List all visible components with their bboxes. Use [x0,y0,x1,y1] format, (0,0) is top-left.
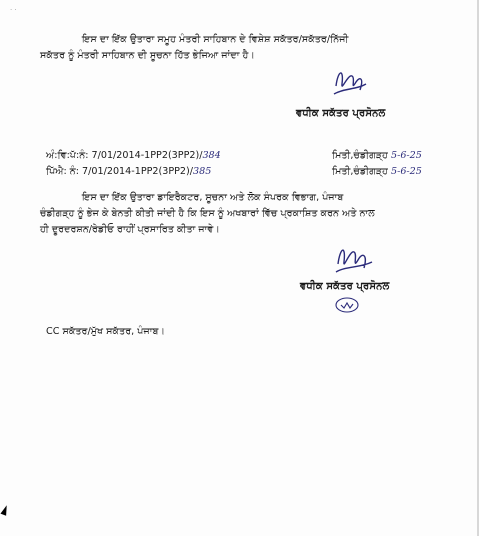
endorsement-1-date-line [332,148,422,164]
para2-line2: ਚੰਡੀਗੜ੍ਹ ਨੂੰ ਭੇਜ ਕੇ ਬੇਨਤੀ ਕੀਤੀ ਜਾਂਦੀ ਹੈ ਕਿ ਇਸ ਨੂੰ ਅਖਬਾਰਾਂ ਵਿੱਚ ਪ੍ਰਕਾਸ਼ਿਤ ਕਰਨ ਅਤੇ ਨਾਲ [40,208,375,219]
endorsement-2-ref [46,164,211,180]
para1-line1: ਇਸ ਦਾ ਇੱਕ ਉਤਾਰਾ ਸਮੂਹ ਮੰਤਰੀ ਸਾਹਿਬਾਨ ਦੇ ਵਿਸ਼ੇਸ਼ ਸਕੱਤਰ/ਸਕੱਤਰ/ਨਿੱਜੀ [82,34,349,45]
initials-mark [334,296,360,314]
endorsement-2-date-label: ਮਿਤੀ,ਚੰਡੀਗੜ੍ਹ [332,166,388,177]
endorsement-2-ref-text: ਪਿੱਐ: ਨੰ: 7/01/2014-1PP2(3PP2)/ [46,166,193,177]
signatory-1-title: ਵਧੀਕ ਸਕੱਤਰ ਪ੍ਰਸੋਨਲ [296,108,386,119]
signature-2 [332,242,376,278]
endorsement-1-number: 384 [202,150,221,161]
endorsement-1-date-label: ਮਿਤੀ,ਚੰਡੀਗੜ੍ਹ [332,150,388,161]
scan-specks: · · [10,6,17,14]
signatory-2-title: ਵਧੀਕ ਸਕੱਤਰ ਪ੍ਰਸੋਨਲ [300,281,390,292]
para1-line2: ਸਕੱਤਰ ਨੂੰ ਮੰਤਰੀ ਸਾਹਿਬਾਨ ਦੀ ਸੂਚਨਾ ਹਿੱਤ ਭੇਜਿਆ ਜਾਂਦਾ ਹੈ। [40,50,255,61]
signature-1 [330,66,370,100]
endorsement-2-date-line [332,164,422,180]
para2-line3: ਹੀ ਦੂਰਦਰਸ਼ਨ/ਰੇਡੀਓ ਰਾਹੀਂ ਪ੍ਰਸਾਰਿਤ ਕੀਤਾ ਜਾਵੇ। [40,224,220,235]
endorsement-1-date: 5-6-25 [390,150,422,161]
endorsement-1-ref-text: ਅੰ:ਵਿ:ਪੱ:ਨੰ: 7/01/2014-1PP2(3PP2)/ [46,150,203,161]
endorsement-2-number: 385 [193,166,212,177]
endorsement-1-ref [46,148,221,164]
scan-corner-mark [0,504,9,515]
cc-line: CC ਸਕੱਤਰ/ਮੁੱਖ ਸਕੱਤਰ, ਪੰਜਾਬ। [46,326,165,337]
para2-line1: ਇਸ ਦਾ ਇੱਕ ਉਤਾਰਾ ਡਾਇਰੈਕਟਰ, ਸੂਚਨਾ ਅਤੇ ਲੋਕ ਸੰਪਰਕ ਵਿਭਾਗ, ਪੰਜਾਬ [82,192,344,203]
endorsement-2-date: 5-6-25 [390,166,422,177]
